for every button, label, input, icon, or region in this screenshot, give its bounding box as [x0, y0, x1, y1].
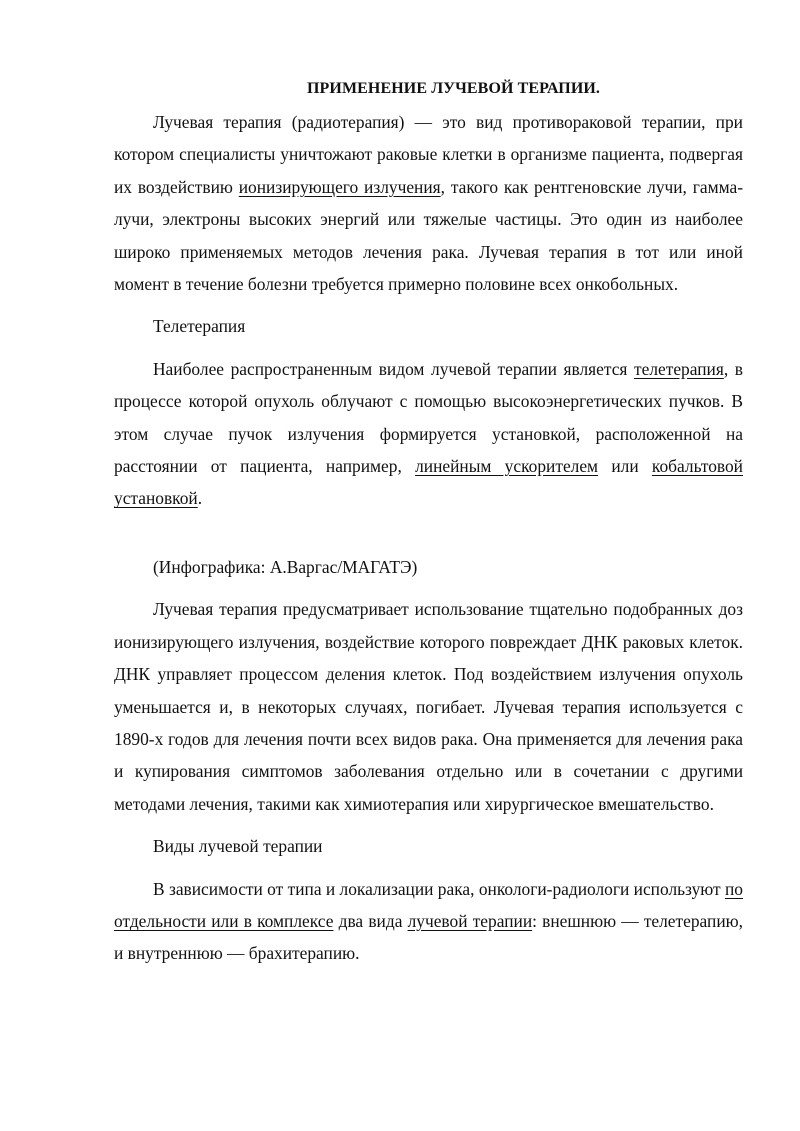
link-separately-or-combined[interactable]: по отдельности или в комплексе [114, 878, 743, 931]
paragraph-text: , такого как рентгеновские лучи, гамма-лучи, электроны высоких энергий или тяжелые частицы. Это один из наиболее широко применяемых методов лечения рака. Лучевая терапия в тот или иной момент в течение болезни требуется примерно половине всех онкобольных. [114, 176, 743, 295]
document-page [114, 70, 743, 970]
link-linear-accelerator[interactable]: линейным ускорителем [415, 456, 599, 477]
paragraph-text: Лучевая терапия (радиотерапия) — это вид противораковой терапии, при котором специалисты уничтожают раковые клетки в организме пациента, подвергая их воздействию [114, 112, 743, 197]
heading-types: Виды лучевой терапии [153, 836, 323, 857]
paragraph-text: , в процессе которой опухоль облучают с помощью высокоэнергетических пучков. В этом случае пучок излучения формируется установкой, расположенной на расстоянии от пациента, например, [114, 358, 743, 477]
link-ionizing-radiation[interactable]: ионизирующего излучения [238, 176, 441, 197]
link-cobalt-unit[interactable]: кобальтовой установкой [114, 456, 743, 509]
paragraph-intro [114, 106, 743, 300]
paragraph-text: : внешнюю — телетерапию, и внутреннюю — брахитерапию. [114, 910, 743, 964]
link-teletherapy[interactable]: телетерапия [634, 358, 724, 379]
infographic-caption: (Инфографика: А.Варгас/МАГАТЭ) [153, 556, 418, 577]
paragraph-types [114, 873, 743, 970]
paragraph-text: . [197, 488, 203, 509]
document-title: ПРИМЕНЕНИЕ ЛУЧЕВОЙ ТЕРАПИИ. [306, 80, 601, 97]
paragraph-dna: Лучевая терапия предусматривает использование тщательно подобранных доз ионизирующего излучения, воздействие которого повреждает ДНК раковых клеток. ДНК управляет процессом деления клеток. Под воздействием излучения опухоль уменьшается и, в некоторых случаях, погибает. Лучевая терапия используется с 1890-х годов для лечения почти всех видов рака. Она применяется для лечения рака и купирования симптомов заболевания отдельно или в сочетании с другими методами лечения, такими как химиотерапия или хирургическое вмешательство. [114, 599, 743, 814]
paragraph-text: два вида [333, 910, 408, 931]
heading-teletherapy: Телетерапия [153, 316, 246, 337]
paragraph-text: или [598, 456, 652, 477]
link-radiation-therapy[interactable]: лучевой терапии [407, 910, 533, 931]
paragraph-teletherapy [114, 353, 743, 515]
paragraph-text: Наиболее распространенным видом лучевой терапии является [153, 358, 635, 379]
paragraph-text: В зависимости от типа и локализации рака, онкологи-радиологи используют [153, 878, 725, 899]
